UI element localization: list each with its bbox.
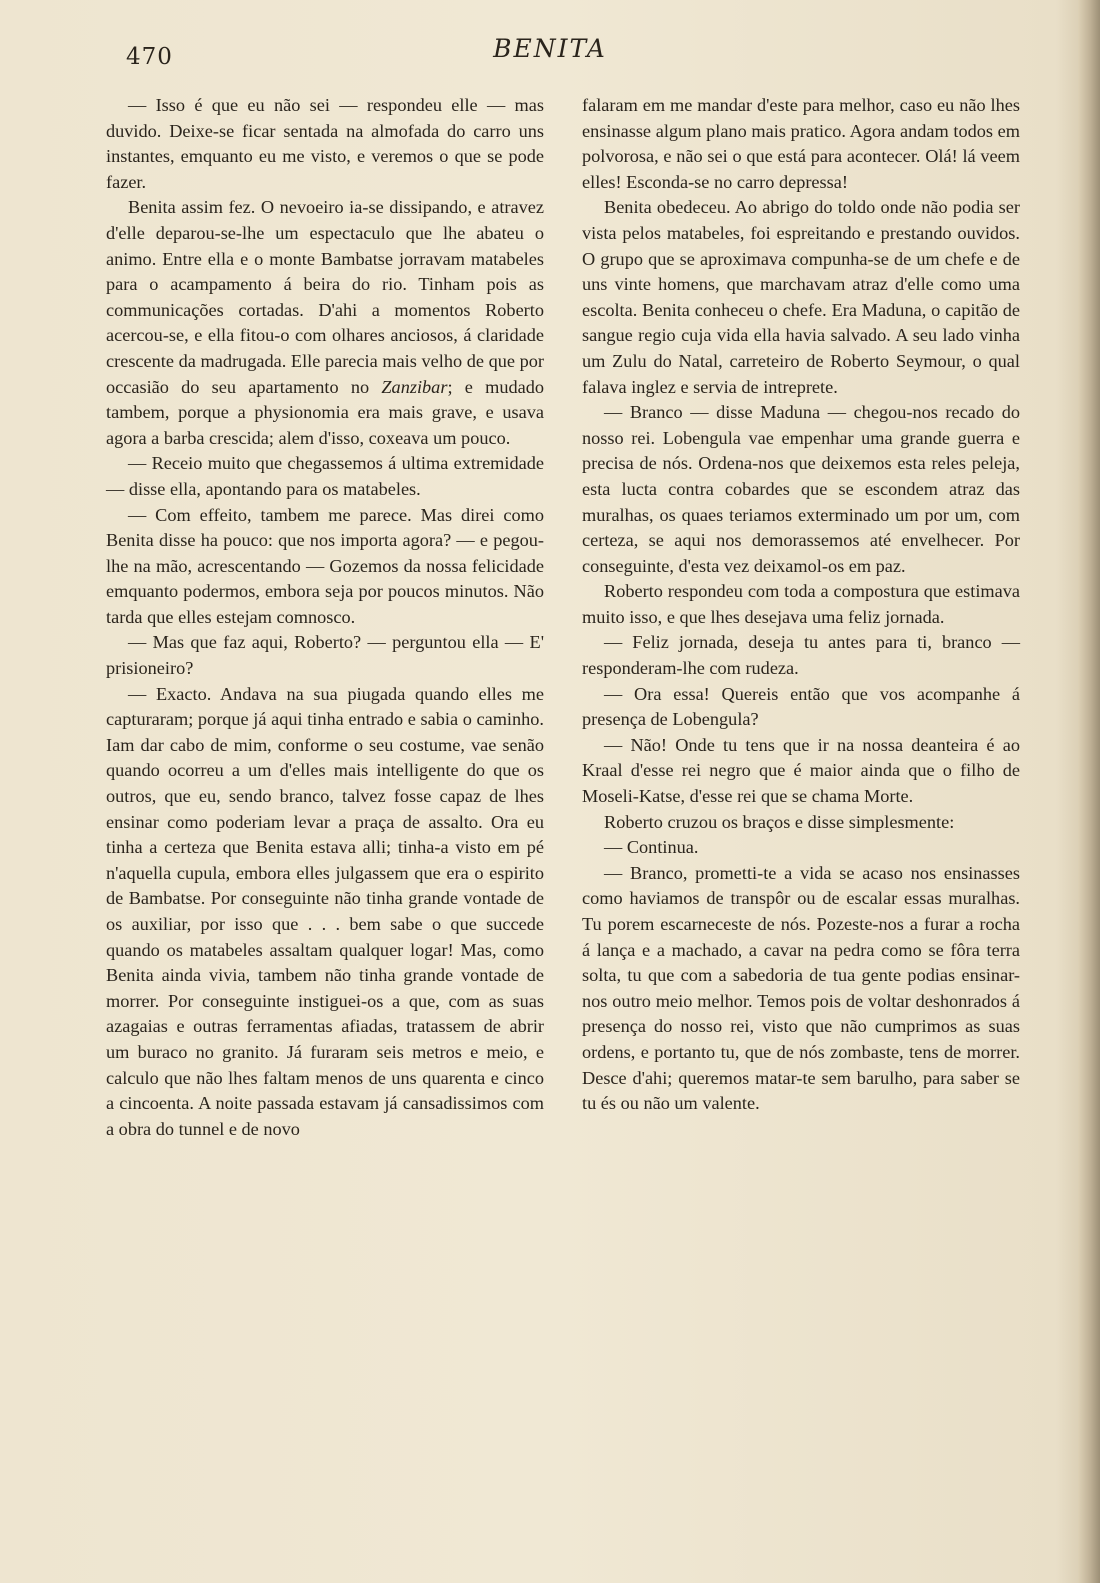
paragraph: — Isso é que eu não sei — respondeu elle — mas duvido. Deixe-se ficar sentada na almofada do carro uns instantes, emquanto eu me visto, e veremos o que se pode fazer.: [106, 95, 544, 192]
paragraph: — Mas que faz aqui, Roberto? — perguntou ella — E' prisioneiro?: [106, 632, 544, 679]
paragraph: — Receio muito que chegassemos á ultima extremidade — disse ella, apontando para os matabeles.: [106, 453, 544, 499]
paragraph: — Continua.: [604, 837, 699, 858]
paragraph: Roberto cruzou os braços e disse simplesmente:: [604, 811, 955, 832]
page-number: 470: [126, 44, 173, 70]
book-spine-shadow: [1078, 0, 1100, 1583]
paragraph: — Ora essa! Quereis então que vos acompanhe á presença de Lobengula?: [582, 683, 1020, 730]
paragraph: [106, 195, 544, 451]
paragraph: — Feliz jornada, deseja tu antes para ti, branco — responderam-lhe com rudeza.: [582, 632, 1020, 679]
paragraph-text-continued: ; e mudado tambem, porque a physionomia era mais grave, e usava agora a barba crescida; alem d'isso, coxeava um pouco.: [106, 376, 544, 448]
paragraph: — Branco — disse Maduna — chegou-nos recado do nosso rei. Lobengula vae empenhar uma grande guerra e precisa de nós. Ordena-nos que deixemos esta reles peleja, esta lucta contra cobardes que se escondem atraz das muralhas, os quaes teriamos exterminado um por um, com certeza, se aqui nos demorassemos até envelhecer. Por conseguinte, d'esta vez deixamol-os em paz.: [582, 402, 1020, 576]
paragraph-continued: falaram em me mandar d'este para melhor, caso eu não lhes ensinasse algum plano mais pratico. Agora andam todos em polvorosa, e não sei o que está para acontecer. Olá! lá veem elles! Esconda-se no carro depressa!: [582, 95, 1020, 192]
page-header: [0, 30, 1100, 70]
paragraph: Benita obedeceu. Ao abrigo do toldo onde não podia ser vista pelos matabeles, foi espreitando e prestando ouvidos. O grupo que se aproximava compunha-se de um chefe e de uns vinte homens, que marchavam atraz d'elle como uma escolta. Benita conheceu o chefe. Era Maduna, o capitão de sangue regio cuja vida ella havia salvado. A seu lado vinha um Zulu do Natal, carreteiro de Roberto Seymour, o qual falava inglez e servia de intreprete.: [582, 197, 1020, 397]
running-title: BENITA: [493, 34, 607, 63]
paragraph: — Com effeito, tambem me parece. Mas direi como Benita disse ha pouco: que nos importa agora? — e pegou-lhe na mão, acrescentando — Gozemos da nossa felicidade emquanto podermos, embora seja por poucos minutos. Não tarda que elles estejam comnosco.: [106, 504, 544, 627]
paragraph: — Exacto. Andava na sua piugada quando elles me capturaram; porque já aqui tinha entrado e sabia o caminho. Iam dar cabo de mim, conforme o seu costume, vae senão quando ocorreu a um d'elles mais intelligente do que os outros, que eu, sendo branco, talvez fosse capaz de lhes ensinar como poderiam levar a praça de assalto. Ora eu tinha a certeza que Benita estava alli; tinha-a visto em pé n'aquella cupula, embora elles julgassem que era o espirito de Bambatse. Por conseguinte não tinha grande vontade de os auxiliar, por isso que . . . bem sabe o que succede quando os matabeles assaltam qualquer logar! Mas, como Benita ainda vivia, tambem não tinha grande vontade de morrer. Por conseguinte instiguei-os a que, com as suas azagaias e outras ferramentas afiadas, tratassem de abrir um buraco no granito. Já furaram seis metros e meio, e calculo que não lhes faltam menos de uns quarenta e cinco a cincoenta. A noite passada estavam já cansadissimos com a obra do tunnel e de novo: [106, 683, 544, 1139]
paragraph: Roberto respondeu com toda a compostura que estimava muito isso, e que lhes desejava uma feliz jornada.: [582, 581, 1020, 627]
left-column: [106, 93, 544, 1142]
italic-ship-name: Zanzibar: [381, 376, 448, 397]
paragraph: — Não! Onde tu tens que ir na nossa deanteira é ao Kraal d'esse rei negro que é maior ainda que o filho de Moseli-Katse, d'esse rei que se chama Morte.: [582, 734, 1020, 807]
paragraph: — Branco, prometti-te a vida se acaso nos ensinasses como haviamos de transpôr ou de escalar essas muralhas. Tu porem escarneceste de nós. Pozeste-nos a furar a rocha á lança e a machado, a cavar na pedra como se fôra terra solta, tu que com a sabedoria de tua gente podias ensinar-nos outro meio melhor. Temos pois de voltar deshonrados á presença do nosso rei, visto que não cumprimos as suas ordens, e portanto tu, que de nós zombaste, tens de morrer. Desce d'ahi; queremos matar-te sem barulho, para saber se tu és ou não um valente.: [582, 862, 1020, 1114]
paragraph-text: Benita assim fez. O nevoeiro ia-se dissipando, e atravez d'elle deparou-se-lhe um espectaculo que lhe abateu o animo. Entre ella e o monte Bambatse jorravam matabeles para o acampamento á beira do rio. Tinham pois as communicações cortadas. D'ahi a momentos Roberto acercou-se, e ella fitou-o com olhares anciosos, á claridade crescente da madrugada. Elle parecia mais velho de que por occasião do seu apartamento no: [106, 197, 544, 397]
right-column: [582, 93, 1020, 1117]
